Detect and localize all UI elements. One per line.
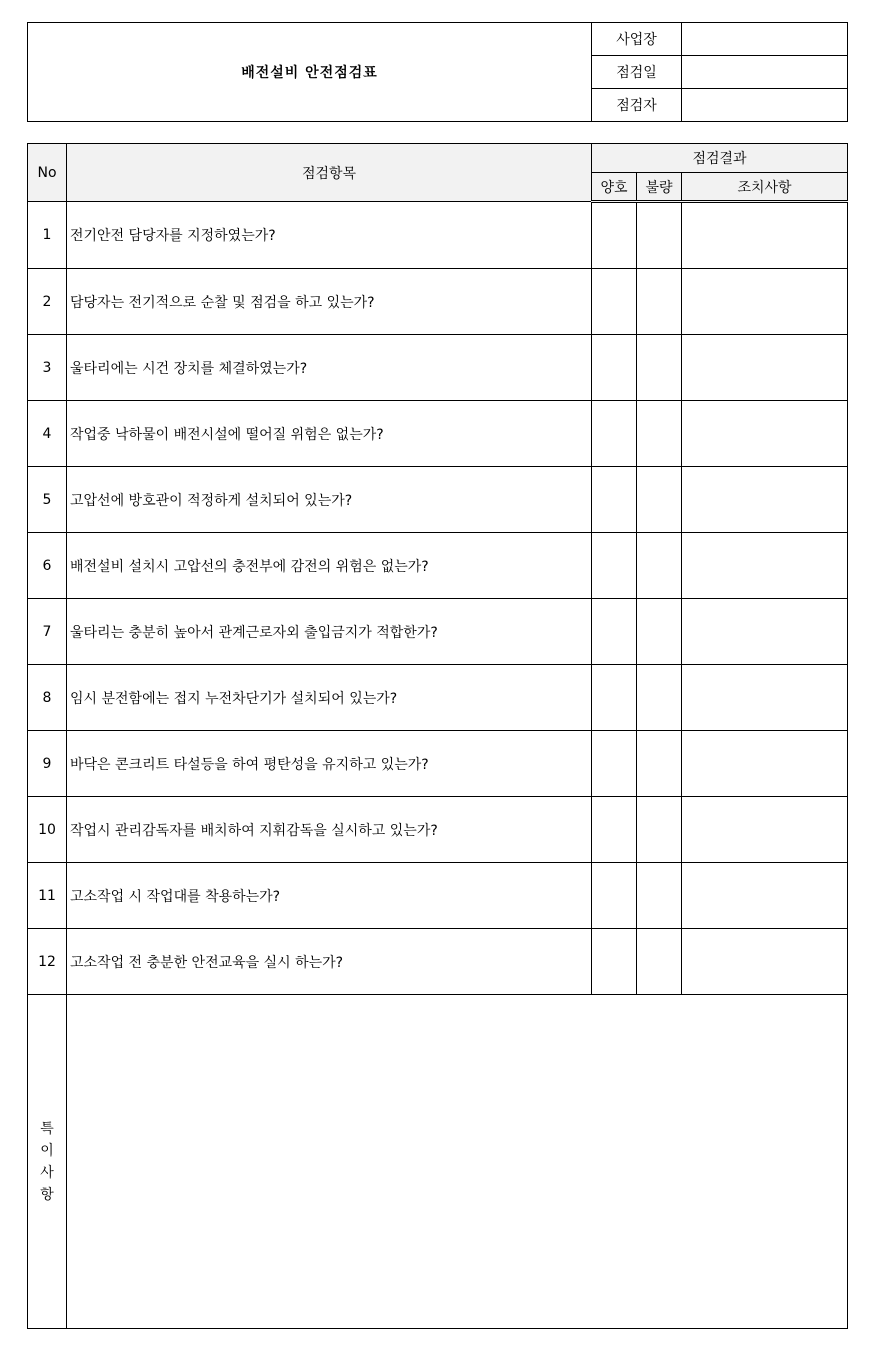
table-row bbox=[28, 797, 848, 863]
bad-cell[interactable] bbox=[637, 533, 682, 599]
row-item: 고소작업 전 충분한 안전교육을 실시 하는가? bbox=[67, 929, 592, 995]
row-number: 11 bbox=[28, 863, 67, 929]
action-cell[interactable] bbox=[682, 467, 848, 533]
row-item: 고압선에 방호관이 적정하게 설치되어 있는가? bbox=[67, 467, 592, 533]
table-row bbox=[28, 467, 848, 533]
col-header-no: No bbox=[28, 144, 67, 202]
checklist-table bbox=[27, 143, 848, 1329]
row-item: 바닥은 콘크리트 타설등을 하여 평탄성을 유지하고 있는가? bbox=[67, 731, 592, 797]
row-number: 6 bbox=[28, 533, 67, 599]
action-cell[interactable] bbox=[682, 269, 848, 335]
row-number: 2 bbox=[28, 269, 67, 335]
action-cell[interactable] bbox=[682, 401, 848, 467]
bad-cell[interactable] bbox=[637, 797, 682, 863]
bad-cell[interactable] bbox=[637, 665, 682, 731]
row-item: 울타리는 충분히 높아서 관계근로자외 출입금지가 적합한가? bbox=[67, 599, 592, 665]
bad-cell[interactable] bbox=[637, 731, 682, 797]
row-number: 7 bbox=[28, 599, 67, 665]
notes-label-char: 특 bbox=[40, 1120, 54, 1137]
row-item: 담당자는 전기적으로 순찰 및 점검을 하고 있는가? bbox=[67, 269, 592, 335]
row-number: 1 bbox=[28, 202, 67, 269]
good-cell[interactable] bbox=[592, 401, 637, 467]
row-number: 12 bbox=[28, 929, 67, 995]
action-cell[interactable] bbox=[682, 202, 848, 269]
table-row bbox=[28, 863, 848, 929]
row-number: 4 bbox=[28, 401, 67, 467]
bad-cell[interactable] bbox=[637, 401, 682, 467]
bad-cell[interactable] bbox=[637, 929, 682, 995]
action-cell[interactable] bbox=[682, 533, 848, 599]
table-row bbox=[28, 929, 848, 995]
notes-label-char: 항 bbox=[40, 1186, 54, 1203]
good-cell[interactable] bbox=[592, 467, 637, 533]
row-item: 임시 분전함에는 접지 누전차단기가 설치되어 있는가? bbox=[67, 665, 592, 731]
col-header-bad: 불량 bbox=[637, 173, 682, 202]
good-cell[interactable] bbox=[592, 863, 637, 929]
row-item: 작업중 낙하물이 배전시설에 떨어질 위험은 없는가? bbox=[67, 401, 592, 467]
table-row bbox=[28, 665, 848, 731]
row-number: 8 bbox=[28, 665, 67, 731]
table-row bbox=[28, 599, 848, 665]
row-number: 5 bbox=[28, 467, 67, 533]
good-cell[interactable] bbox=[592, 202, 637, 269]
bad-cell[interactable] bbox=[637, 467, 682, 533]
action-cell[interactable] bbox=[682, 797, 848, 863]
page-title: 배전설비 안전점검표 bbox=[28, 23, 592, 122]
table-row bbox=[28, 731, 848, 797]
good-cell[interactable] bbox=[592, 665, 637, 731]
bad-cell[interactable] bbox=[637, 269, 682, 335]
row-item: 전기안전 담당자를 지정하였는가? bbox=[67, 202, 592, 269]
notes-label-char: 이 bbox=[40, 1142, 54, 1159]
col-header-action: 조치사항 bbox=[682, 173, 848, 202]
good-cell[interactable] bbox=[592, 797, 637, 863]
inspector-field[interactable] bbox=[682, 89, 848, 122]
bad-cell[interactable] bbox=[637, 599, 682, 665]
inspection-date-field[interactable] bbox=[682, 56, 848, 89]
row-number: 10 bbox=[28, 797, 67, 863]
table-row bbox=[28, 202, 848, 269]
row-item: 고소작업 시 작업대를 착용하는가? bbox=[67, 863, 592, 929]
col-header-result: 점검결과 bbox=[592, 144, 848, 173]
inspector-label: 점검자 bbox=[592, 89, 682, 122]
table-row bbox=[28, 533, 848, 599]
good-cell[interactable] bbox=[592, 731, 637, 797]
row-item: 작업시 관리감독자를 배치하여 지휘감독을 실시하고 있는가? bbox=[67, 797, 592, 863]
action-cell[interactable] bbox=[682, 929, 848, 995]
table-row bbox=[28, 269, 848, 335]
action-cell[interactable] bbox=[682, 599, 848, 665]
action-cell[interactable] bbox=[682, 335, 848, 401]
header-box bbox=[27, 22, 848, 122]
inspection-date-label: 점검일 bbox=[592, 56, 682, 89]
col-header-item: 점검항목 bbox=[67, 144, 592, 202]
notes-label bbox=[28, 995, 67, 1329]
row-number: 3 bbox=[28, 335, 67, 401]
bad-cell[interactable] bbox=[637, 863, 682, 929]
row-item: 배전설비 설치시 고압선의 충전부에 감전의 위험은 없는가? bbox=[67, 533, 592, 599]
site-label: 사업장 bbox=[592, 23, 682, 56]
bad-cell[interactable] bbox=[637, 335, 682, 401]
good-cell[interactable] bbox=[592, 335, 637, 401]
action-cell[interactable] bbox=[682, 731, 848, 797]
row-number: 9 bbox=[28, 731, 67, 797]
notes-content[interactable] bbox=[67, 995, 848, 1329]
good-cell[interactable] bbox=[592, 533, 637, 599]
row-item: 울타리에는 시건 장치를 체결하였는가? bbox=[67, 335, 592, 401]
bad-cell[interactable] bbox=[637, 202, 682, 269]
table-row bbox=[28, 401, 848, 467]
good-cell[interactable] bbox=[592, 599, 637, 665]
col-header-good: 양호 bbox=[592, 173, 637, 202]
table-row bbox=[28, 335, 848, 401]
site-field[interactable] bbox=[682, 23, 848, 56]
good-cell[interactable] bbox=[592, 269, 637, 335]
notes-label-char: 사 bbox=[40, 1164, 54, 1181]
good-cell[interactable] bbox=[592, 929, 637, 995]
action-cell[interactable] bbox=[682, 665, 848, 731]
notes-section bbox=[28, 995, 848, 1329]
action-cell[interactable] bbox=[682, 863, 848, 929]
